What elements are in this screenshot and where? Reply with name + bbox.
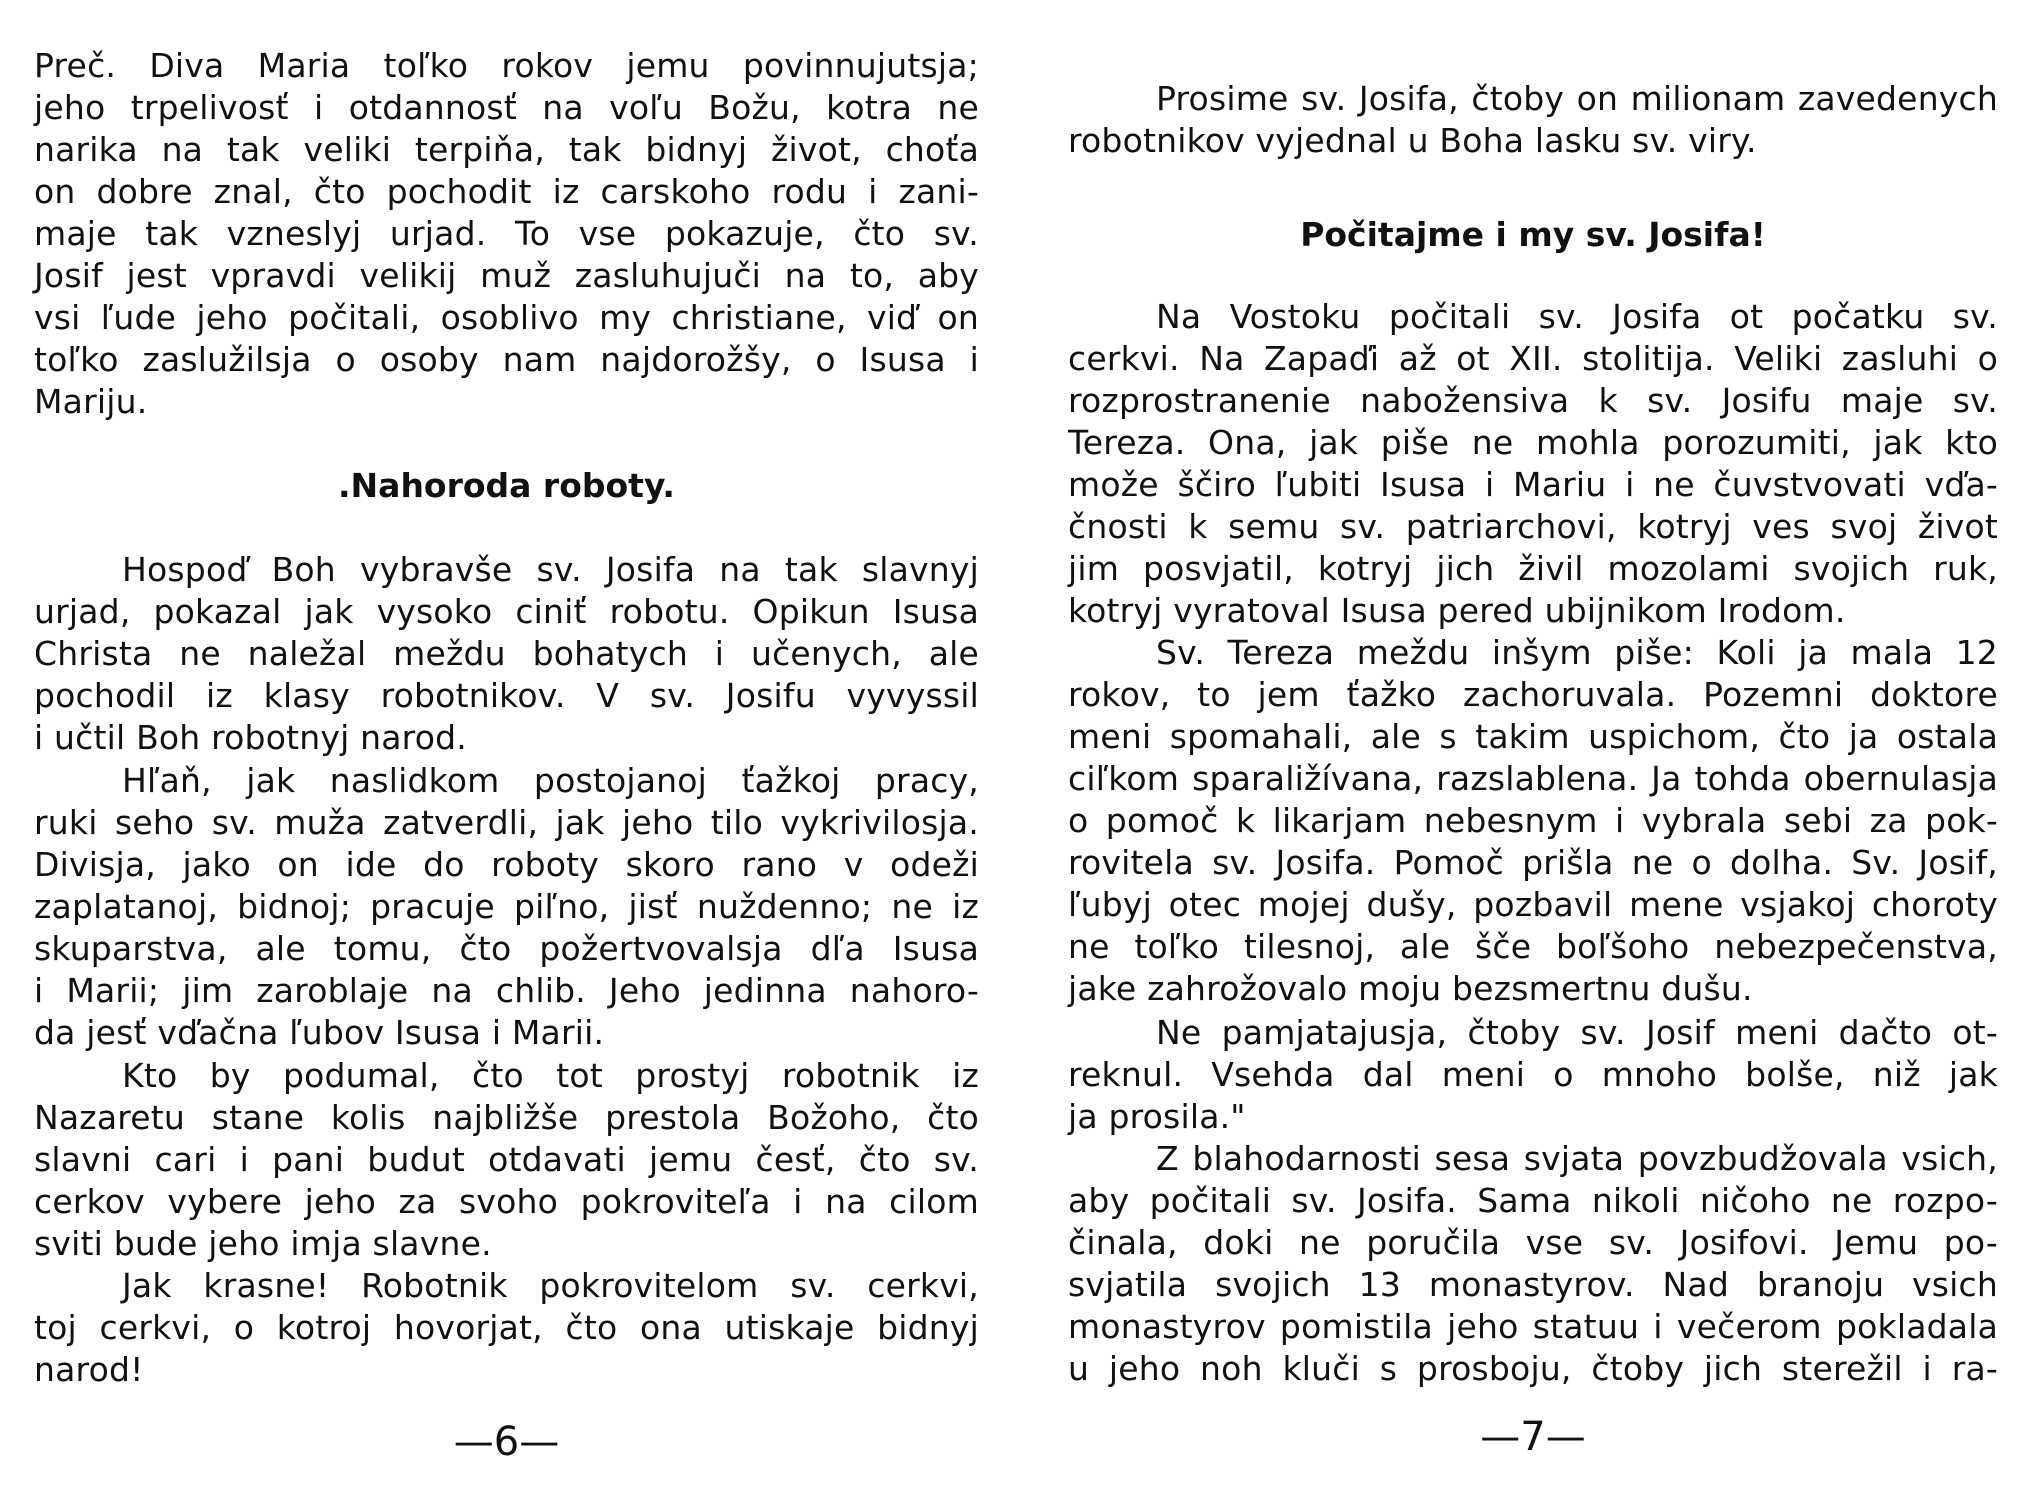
text-line: može ščiro ľubiti Isusa i Mariu i ne čuvstvovati vďa- bbox=[1068, 465, 1998, 504]
text-line: sviti bude jeho imja slavne. bbox=[34, 1224, 492, 1263]
text-line: cerkvi. Na Zapaďi až ot XII. stolitija. Veliki zasluhi o bbox=[1068, 339, 1998, 378]
text-line: i učtil Boh robotnyj narod. bbox=[34, 718, 467, 757]
left-page bbox=[34, 0, 979, 1500]
text-line: aby počitali sv. Josifa. Sama nikoli ničoho ne rozpo- bbox=[1068, 1181, 1998, 1220]
text-line: ľubyj otec mojej dušy, pozbavil mene vsjakoj choroty bbox=[1068, 885, 1998, 924]
page-number: —6— bbox=[453, 1419, 560, 1465]
section-heading: Počitajme i my sv. Josifa! bbox=[1300, 215, 1766, 254]
text-line: reknul. Vsehda dal meni o mnoho bolše, niž jak bbox=[1068, 1055, 1998, 1094]
text-line: ciľkom sparaližívana, razslablena. Ja tohda obernulasja bbox=[1068, 759, 1998, 798]
text-line: toj cerkvi, o kotroj hovorjat, čto ona utiskaje bidnyj bbox=[34, 1308, 979, 1347]
text-line: pochodil iz klasy robotnikov. V sv. Josifu vyvyssil bbox=[34, 676, 979, 715]
text-line: jeho trpelivosť i otdannosť na voľu Božu, kotra ne bbox=[34, 88, 979, 127]
text-line: zaplatanoj, bidnoj; pracuje piľno, jisť nuždenno; ne iz bbox=[34, 887, 979, 926]
text-line: Hľaň, jak naslidkom postojanoj ťažkoj pracy, bbox=[122, 761, 979, 800]
text-line: rovitela sv. Josifa. Pomoč prišla ne o dolha. Sv. Josif, bbox=[1068, 843, 1998, 882]
text-line: toľko zaslužilsja o osoby nam najdorožšy, o Isusa i bbox=[34, 340, 979, 379]
text-line: meni spomahali, ale s takim uspichom, čto ja ostala bbox=[1068, 717, 1998, 756]
text-line: Christa ne naležal meždu bohatych i učenych, ale bbox=[34, 634, 979, 673]
text-line: Kto by podumal, čto tot prostyj robotnik iz bbox=[122, 1056, 979, 1095]
text-line: kotryj vyratoval Isusa pered ubijnikom Irodom. bbox=[1068, 591, 1846, 630]
text-line: narod! bbox=[34, 1350, 144, 1389]
text-line: ja prosila." bbox=[1068, 1097, 1246, 1136]
text-line: Divisja, jako on ide do roboty skoro rano v odeži bbox=[34, 845, 979, 884]
text-line: cerkov vybere jeho za svoho pokroviteľa i na cilom bbox=[34, 1182, 979, 1221]
text-line: Josif jest vpravdi velikij muž zasluhujuči na to, aby bbox=[34, 256, 979, 295]
text-line: narika na tak veliki terpiňa, tak bidnyj život, choťa bbox=[34, 130, 979, 169]
text-line: u jeho noh kluči s prosboju, čtoby jich sterežil i ra- bbox=[1068, 1349, 1998, 1388]
text-line: činala, doki ne poručila vse sv. Josifovi. Jemu po- bbox=[1068, 1223, 1998, 1262]
text-line: skuparstva, ale tomu, čto požertvovalsja dľa Isusa bbox=[34, 929, 979, 968]
text-line: Ne pamjatajusja, čtoby sv. Josif meni dačto ot- bbox=[1156, 1013, 1998, 1052]
text-line: Tereza. Ona, jak piše ne mohla porozumiti, jak kto bbox=[1068, 423, 1998, 462]
text-line: Jak krasne! Robotnik pokrovitelom sv. cerkvi, bbox=[122, 1266, 979, 1305]
text-line: Hospoď Boh vybravše sv. Josifa na tak slavnyj bbox=[122, 550, 979, 589]
text-line: da jesť vďačna ľubov Isusa i Marii. bbox=[34, 1013, 605, 1052]
text-line: i Marii; jim zaroblaje na chlib. Jeho jedinna nahoro- bbox=[34, 971, 979, 1010]
right-page bbox=[1068, 0, 1998, 1500]
text-line: ne toľko tilesnoj, ale šče boľšoho nebezpečenstva, bbox=[1068, 927, 1998, 966]
text-line: Prosime sv. Josifa, čtoby on milionam zavedenych bbox=[1156, 79, 1998, 118]
text-line: monastyrov pomistila jeho statuu i večerom pokladala bbox=[1068, 1307, 1998, 1346]
page-number: —7— bbox=[1480, 1414, 1586, 1460]
text-line: čnosti k semu sv. patriarchovi, kotryj ves svoj život bbox=[1068, 507, 1998, 546]
text-line: maje tak vzneslyj urjad. To vse pokazuje, čto sv. bbox=[34, 214, 979, 253]
text-line: Sv. Tereza meždu inšym piše: Koli ja mala 12 bbox=[1156, 633, 1998, 672]
text-line: Preč. Diva Maria toľko rokov jemu povinnujutsja; bbox=[34, 46, 979, 85]
text-line: ruki seho sv. muža zatverdli, jak jeho tilo vykrivilosja. bbox=[34, 803, 979, 842]
text-line: robotnikov vyjednal u Boha lasku sv. viry. bbox=[1068, 121, 1757, 160]
text-line: o pomoč k likarjam nebesnym i vybrala sebi za pok- bbox=[1068, 801, 1998, 840]
text-line: Z blahodarnosti sesa svjata povzbudžovala vsich, bbox=[1156, 1139, 1998, 1178]
text-line: urjad, pokazal jak vysoko ciniť robotu. Opikun Isusa bbox=[34, 592, 979, 631]
text-line: vsi ľude jeho počitali, osoblivo my christiane, viď on bbox=[34, 298, 979, 337]
text-line: svjatila svojich 13 monastyrov. Nad branoju vsich bbox=[1068, 1265, 1998, 1304]
text-line: rozprostranenie nabožensiva k sv. Josifu maje sv. bbox=[1068, 381, 1998, 420]
text-line: jim posvjatil, kotryj jich živil mozolami svojich ruk, bbox=[1068, 549, 1998, 588]
text-line: rokov, to jem ťažko zachoruvala. Pozemni doktore bbox=[1068, 675, 1998, 714]
text-line: Mariju. bbox=[34, 382, 148, 421]
text-line: jake zahrožovalo moju bezsmertnu dušu. bbox=[1068, 969, 1753, 1008]
text-line: on dobre znal, čto pochodit iz carskoho rodu i zani- bbox=[34, 172, 979, 211]
text-line: Nazaretu stane kolis najbližše prestola Božoho, čto bbox=[34, 1098, 979, 1137]
text-line: slavni cari i pani budut otdavati jemu česť, čto sv. bbox=[34, 1140, 979, 1179]
text-line: Na Vostoku počitali sv. Josifa ot počatku sv. bbox=[1156, 297, 1998, 336]
section-heading: .Nahoroda roboty. bbox=[338, 466, 675, 505]
